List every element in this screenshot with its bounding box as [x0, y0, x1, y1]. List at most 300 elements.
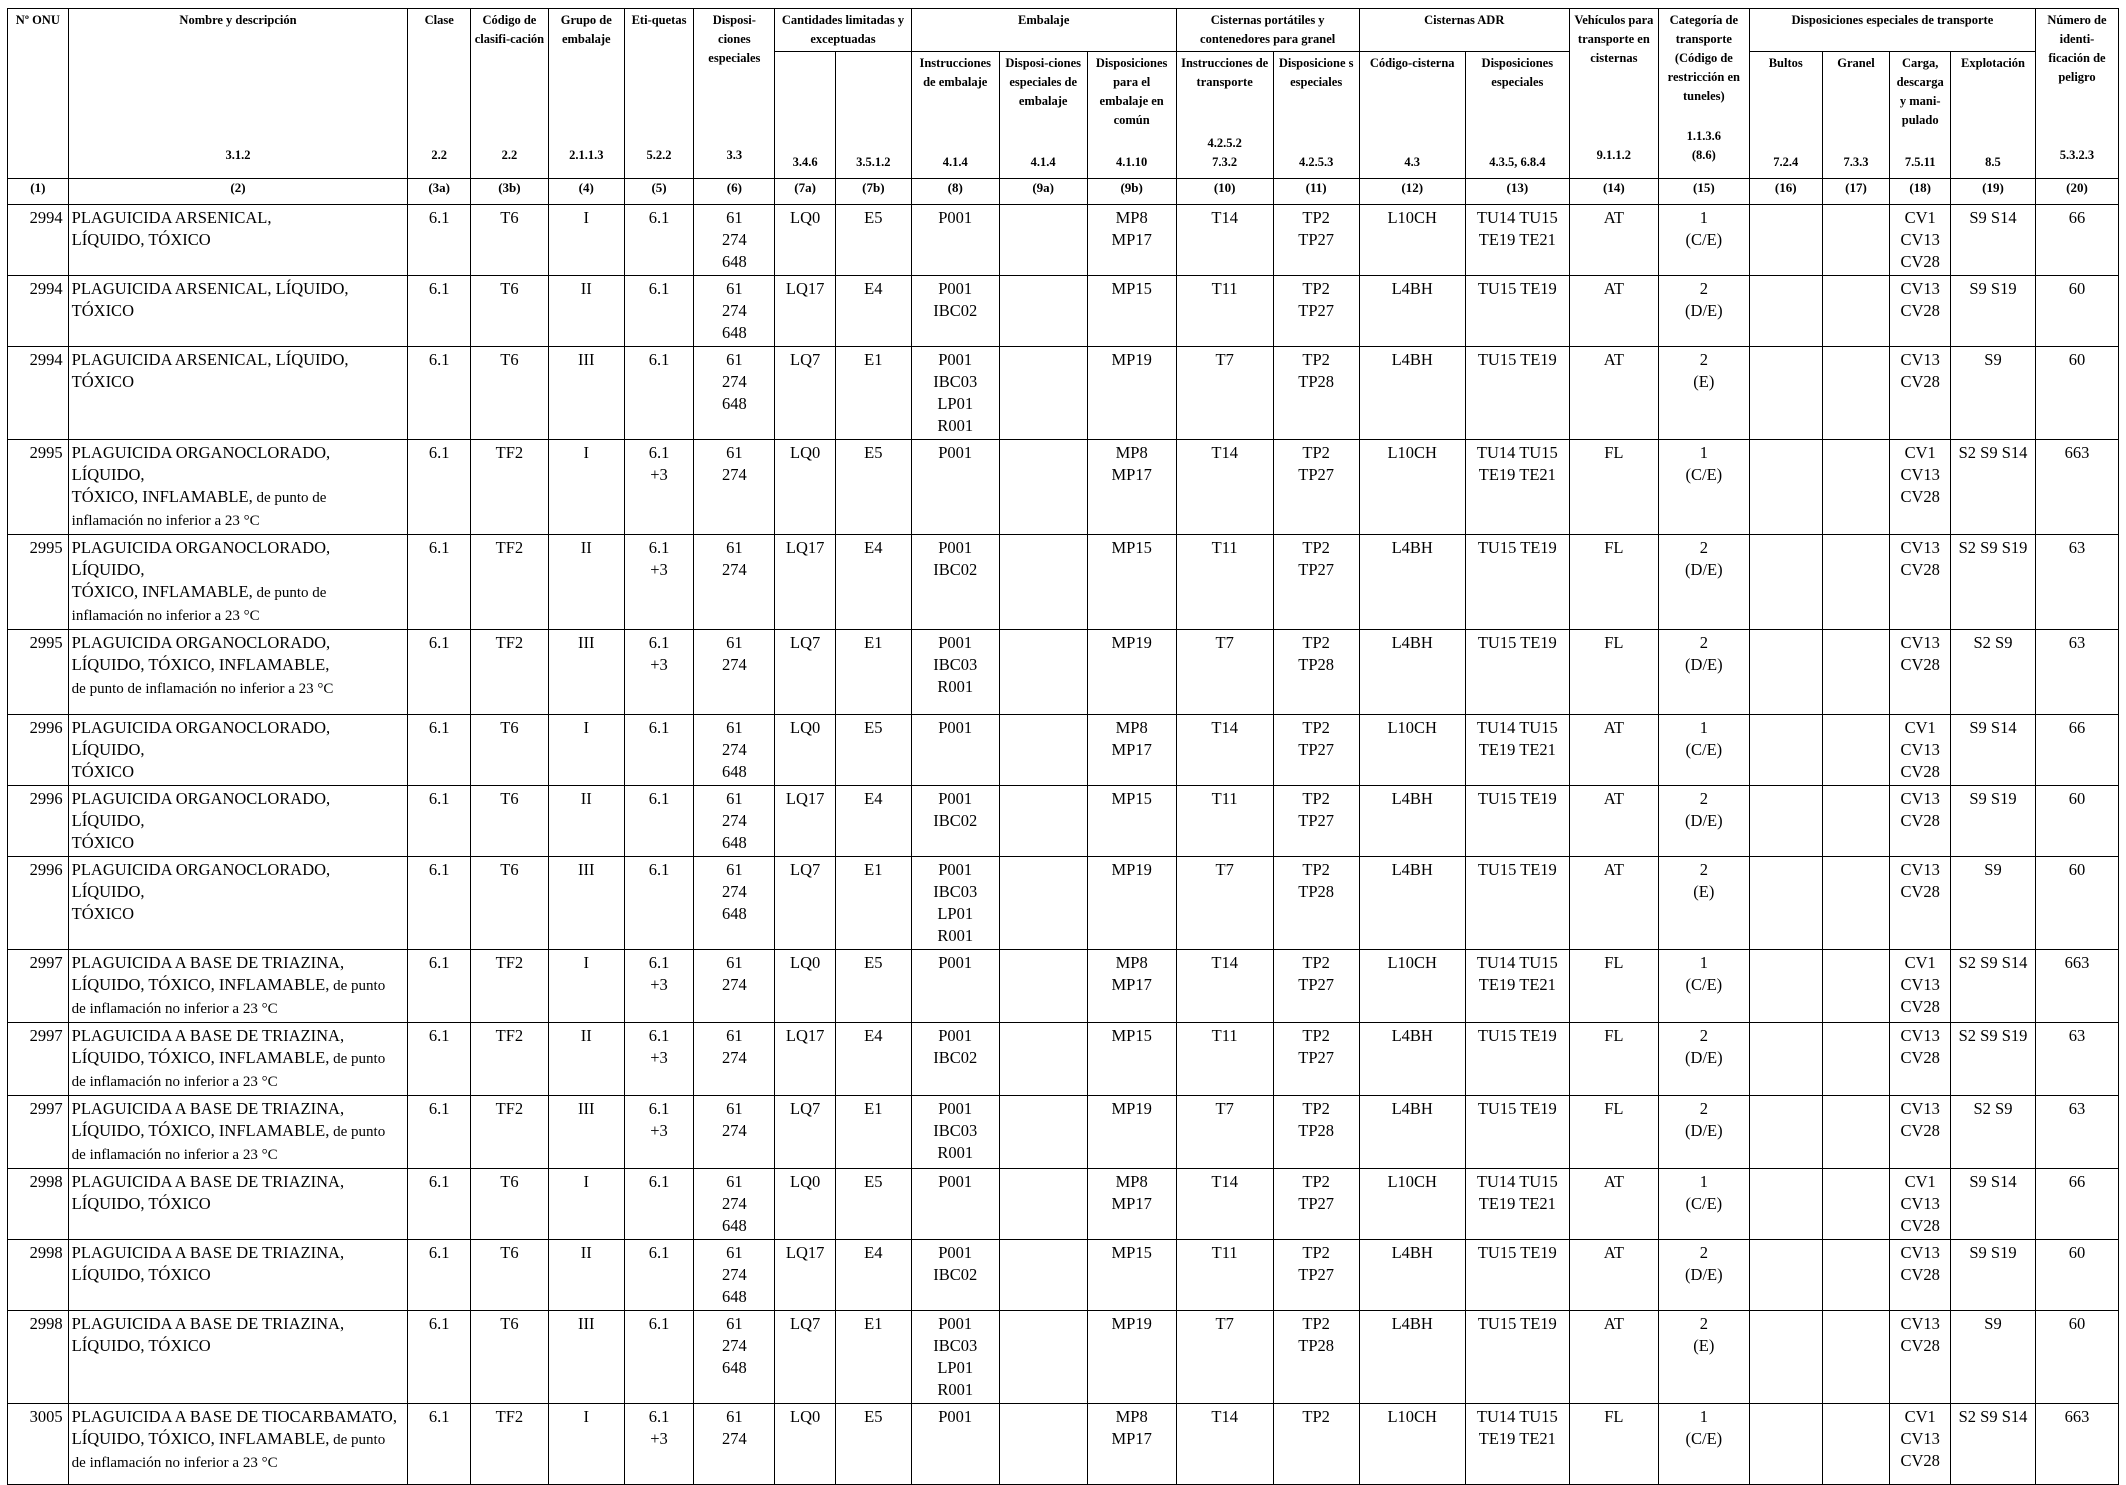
- cell-value: T6: [500, 208, 519, 227]
- cell-c9b: [1087, 1096, 1176, 1169]
- cell-c9a: [999, 1169, 1087, 1240]
- cell-value: 61 274: [721, 633, 747, 674]
- column-ref-cell: (19): [1951, 179, 2036, 205]
- cell-value: I: [583, 718, 589, 737]
- cell-value: CV1 CV13 CV28: [1900, 953, 1940, 1016]
- substance-description: de punto de inflamación no inferior a 23 °C: [71, 1432, 386, 1471]
- cell-c4: [548, 630, 624, 715]
- cell-value: CV13 CV28: [1900, 279, 1940, 320]
- cell-c9a: [999, 630, 1087, 715]
- table-row: [8, 786, 2119, 857]
- cell-c13: [1465, 857, 1569, 950]
- cell-c9b: [1087, 276, 1176, 347]
- cell-c16: [1749, 1240, 1822, 1311]
- cell-value: P001: [938, 1172, 973, 1191]
- cell-value: 6.1: [428, 1407, 450, 1426]
- column-ref-cell: (4): [548, 179, 624, 205]
- cell-c8: [911, 630, 999, 715]
- cell-value: L4BH: [1391, 1099, 1433, 1118]
- cell-value: LQ17: [785, 1243, 825, 1262]
- cell-c7b: [835, 786, 911, 857]
- cell-c7a: [775, 715, 836, 786]
- table-row: [8, 1169, 2119, 1240]
- cell-c15: [1658, 535, 1749, 630]
- header-ref-7b: 3.5.1.2: [835, 52, 911, 179]
- cell-c7a: [775, 440, 836, 535]
- cell-c11: [1273, 276, 1359, 347]
- cell-c5: [624, 630, 694, 715]
- cell-value: T11: [1211, 279, 1238, 298]
- cell-value: 2994: [29, 208, 63, 227]
- cell-c19: [1951, 630, 2036, 715]
- cell-c3b: [471, 1240, 549, 1311]
- cell-c1: [8, 786, 69, 857]
- cell-c20: [2035, 786, 2118, 857]
- cell-c4: [548, 440, 624, 535]
- header-group-portable-tanks: Cisternas portátiles y contenedores para granel: [1176, 9, 1359, 52]
- cell-c16: [1749, 630, 1822, 715]
- cell-value: 2996: [29, 789, 63, 808]
- cell-name-description: [68, 786, 408, 857]
- substance-name: PLAGUICIDA ORGANOCLORADO, LÍQUIDO, TÓXICO: [71, 789, 331, 852]
- cell-value: T6: [500, 860, 519, 879]
- cell-c18: [1890, 1311, 1951, 1404]
- dangerous-goods-table: [7, 8, 2119, 1485]
- column-ref-cell: (18): [1890, 179, 1951, 205]
- cell-c11: [1273, 857, 1359, 950]
- cell-c16: [1749, 715, 1822, 786]
- cell-value: P001 IBC02: [933, 1026, 978, 1067]
- cell-value: 2 (E): [1693, 860, 1715, 901]
- cell-value: 1 (C/E): [1685, 1172, 1723, 1213]
- cell-c5: [624, 715, 694, 786]
- cell-value: 6.1: [428, 1172, 450, 1191]
- cell-value: LQ17: [785, 279, 825, 298]
- cell-c11: [1273, 786, 1359, 857]
- cell-value: E4: [864, 1243, 883, 1262]
- cell-name-description: [68, 205, 408, 276]
- cell-c17: [1822, 950, 1890, 1023]
- cell-c20: [2035, 440, 2118, 535]
- cell-c12: [1359, 950, 1465, 1023]
- cell-c8: [911, 276, 999, 347]
- cell-value: LQ7: [789, 1099, 821, 1118]
- cell-value: LQ17: [785, 789, 825, 808]
- cell-c16: [1749, 1311, 1822, 1404]
- cell-c9b: [1087, 1169, 1176, 1240]
- column-ref-cell: (10): [1176, 179, 1273, 205]
- column-ref-cell: (17): [1822, 179, 1890, 205]
- cell-value: T6: [500, 1314, 519, 1333]
- cell-value: 6.1: [428, 538, 450, 557]
- cell-value: TP2 TP28: [1298, 860, 1335, 901]
- cell-value: P001 IBC03 R001: [933, 1099, 978, 1162]
- substance-description: de punto de inflamación no inferior a 23 °C: [71, 978, 386, 1017]
- cell-value: T6: [500, 1243, 519, 1262]
- cell-c13: [1465, 535, 1569, 630]
- cell-value: 60: [2068, 350, 2086, 369]
- cell-value: LQ7: [789, 860, 821, 879]
- cell-c4: [548, 786, 624, 857]
- cell-c7b: [835, 1169, 911, 1240]
- cell-value: TP2 TP27: [1298, 953, 1335, 994]
- cell-value: L4BH: [1391, 538, 1433, 557]
- cell-c13: [1465, 786, 1569, 857]
- cell-c8: [911, 1169, 999, 1240]
- cell-c14: [1569, 347, 1658, 440]
- cell-value: AT: [1603, 718, 1624, 737]
- cell-value: T6: [500, 1172, 519, 1191]
- cell-c12: [1359, 715, 1465, 786]
- cell-c15: [1658, 630, 1749, 715]
- cell-value: P001: [938, 208, 973, 227]
- cell-c14: [1569, 1311, 1658, 1404]
- cell-c7a: [775, 535, 836, 630]
- cell-c18: [1890, 1169, 1951, 1240]
- cell-value: L4BH: [1391, 1026, 1433, 1045]
- cell-c17: [1822, 715, 1890, 786]
- cell-value: CV13 CV28: [1900, 538, 1940, 579]
- table-row: [8, 1096, 2119, 1169]
- cell-value: CV1 CV13 CV28: [1900, 1172, 1940, 1235]
- header-packages: Bultos 7.2.4: [1749, 52, 1822, 179]
- cell-value: TF2: [495, 953, 524, 972]
- cell-value: III: [578, 1099, 595, 1118]
- header-classification-code: Código de clasifi-cación 2.2: [471, 9, 549, 179]
- cell-value: 6.1: [428, 279, 450, 298]
- cell-c6: [694, 786, 775, 857]
- cell-value: T7: [1215, 633, 1234, 652]
- cell-c10: [1176, 1096, 1273, 1169]
- cell-c17: [1822, 535, 1890, 630]
- cell-c6: [694, 1023, 775, 1096]
- cell-value: TU15 TE19: [1477, 350, 1557, 369]
- header-adr-tank-provisions: Disposiciones especiales 4.3.5, 6.8.4: [1465, 52, 1569, 179]
- column-ref-cell: (16): [1749, 179, 1822, 205]
- table-row: [8, 630, 2119, 715]
- cell-value: S2 S9 S14: [1958, 443, 2028, 462]
- cell-c7b: [835, 857, 911, 950]
- cell-c11: [1273, 1240, 1359, 1311]
- cell-c9a: [999, 1023, 1087, 1096]
- substance-description: de punto de inflamación no inferior a 23 °C: [71, 490, 327, 529]
- cell-c20: [2035, 1023, 2118, 1096]
- cell-value: T11: [1211, 1243, 1238, 1262]
- cell-c14: [1569, 1240, 1658, 1311]
- cell-c15: [1658, 715, 1749, 786]
- cell-c20: [2035, 950, 2118, 1023]
- cell-c13: [1465, 1311, 1569, 1404]
- cell-c7a: [775, 1096, 836, 1169]
- cell-c7a: [775, 950, 836, 1023]
- cell-value: E5: [864, 953, 883, 972]
- cell-value: 2994: [29, 279, 63, 298]
- cell-value: P001: [938, 443, 973, 462]
- cell-value: LQ7: [789, 1314, 821, 1333]
- cell-c7a: [775, 786, 836, 857]
- column-ref-cell: (2): [68, 179, 408, 205]
- cell-c16: [1749, 535, 1822, 630]
- table-row: [8, 1023, 2119, 1096]
- cell-value: E5: [864, 443, 883, 462]
- cell-c9b: [1087, 205, 1176, 276]
- table-row: [8, 1240, 2119, 1311]
- cell-c1: [8, 535, 69, 630]
- cell-value: III: [578, 633, 595, 652]
- cell-value: TU15 TE19: [1477, 1026, 1557, 1045]
- cell-value: AT: [1603, 1172, 1624, 1191]
- cell-name-description: [68, 1096, 408, 1169]
- cell-c13: [1465, 1169, 1569, 1240]
- cell-value: 1 (C/E): [1685, 953, 1723, 994]
- cell-c19: [1951, 535, 2036, 630]
- cell-c14: [1569, 1023, 1658, 1096]
- cell-c13: [1465, 347, 1569, 440]
- cell-name-description: [68, 950, 408, 1023]
- cell-c15: [1658, 1023, 1749, 1096]
- cell-c3a: [408, 715, 471, 786]
- header-tank-special-provisions: Disposicione s especiales 4.2.5.3: [1273, 52, 1359, 179]
- cell-c3b: [471, 1311, 549, 1404]
- cell-value: E1: [864, 1099, 883, 1118]
- header-group-adr-tanks: Cisternas ADR: [1359, 9, 1569, 52]
- cell-c11: [1273, 630, 1359, 715]
- cell-value: 1 (C/E): [1685, 208, 1723, 249]
- cell-c15: [1658, 786, 1749, 857]
- cell-c7b: [835, 205, 911, 276]
- cell-value: L4BH: [1391, 1314, 1433, 1333]
- cell-c12: [1359, 1404, 1465, 1485]
- cell-c9a: [999, 1404, 1087, 1485]
- cell-value: E5: [864, 1407, 883, 1426]
- cell-c15: [1658, 857, 1749, 950]
- cell-c15: [1658, 1169, 1749, 1240]
- cell-value: CV13 CV28: [1900, 1026, 1940, 1067]
- cell-c14: [1569, 1169, 1658, 1240]
- cell-c12: [1359, 857, 1465, 950]
- cell-value: 61 274 648: [721, 1243, 747, 1306]
- cell-value: 63: [2068, 538, 2086, 557]
- cell-value: 3005: [29, 1407, 63, 1426]
- cell-value: 2996: [29, 718, 63, 737]
- cell-value: TP2 TP28: [1298, 633, 1335, 674]
- cell-value: P001: [938, 718, 973, 737]
- cell-value: T14: [1211, 953, 1238, 972]
- cell-c1: [8, 276, 69, 347]
- cell-value: P001 IBC03 R001: [933, 633, 978, 696]
- cell-value: 2 (E): [1693, 1314, 1715, 1355]
- cell-c18: [1890, 440, 1951, 535]
- cell-c9a: [999, 535, 1087, 630]
- cell-c10: [1176, 1240, 1273, 1311]
- cell-c7b: [835, 535, 911, 630]
- cell-value: TU15 TE19: [1477, 1243, 1557, 1262]
- cell-c7a: [775, 1023, 836, 1096]
- cell-name-description: [68, 630, 408, 715]
- cell-value: 2 (D/E): [1685, 1099, 1723, 1140]
- cell-value: 6.1: [648, 350, 670, 369]
- cell-c3a: [408, 1311, 471, 1404]
- cell-c11: [1273, 1311, 1359, 1404]
- cell-value: T14: [1211, 1172, 1238, 1191]
- cell-c9b: [1087, 786, 1176, 857]
- header-hazard-id-number: Número de identi-ficación de peligro 5.3.2.3: [2035, 9, 2118, 179]
- cell-c8: [911, 1404, 999, 1485]
- cell-c20: [2035, 1311, 2118, 1404]
- cell-value: 2 (D/E): [1685, 1026, 1723, 1067]
- cell-value: 1 (C/E): [1685, 718, 1723, 759]
- column-ref-cell: (6): [694, 179, 775, 205]
- cell-value: 6.1: [428, 443, 450, 462]
- cell-value: P001: [938, 1407, 973, 1426]
- cell-c20: [2035, 276, 2118, 347]
- cell-c1: [8, 1404, 69, 1485]
- cell-c9b: [1087, 347, 1176, 440]
- header-labels: Eti-quetas 5.2.2: [624, 9, 694, 179]
- cell-value: 6.1: [428, 789, 450, 808]
- cell-c17: [1822, 347, 1890, 440]
- cell-c3b: [471, 440, 549, 535]
- cell-value: E1: [864, 350, 883, 369]
- cell-c7b: [835, 1404, 911, 1485]
- cell-value: L4BH: [1391, 789, 1433, 808]
- cell-value: II: [580, 1243, 592, 1262]
- cell-name-description: [68, 1169, 408, 1240]
- cell-value: MP19: [1111, 1099, 1152, 1118]
- cell-c14: [1569, 535, 1658, 630]
- cell-value: E4: [864, 279, 883, 298]
- cell-value: 2 (D/E): [1685, 279, 1723, 320]
- substance-name: PLAGUICIDA ARSENICAL, LÍQUIDO, TÓXICO: [71, 279, 349, 320]
- cell-value: 6.1: [648, 1243, 670, 1262]
- cell-c7a: [775, 1240, 836, 1311]
- cell-c10: [1176, 1404, 1273, 1485]
- cell-c7b: [835, 1240, 911, 1311]
- cell-value: P001 IBC03 LP01 R001: [933, 1314, 978, 1399]
- cell-c19: [1951, 1096, 2036, 1169]
- cell-c8: [911, 786, 999, 857]
- cell-c9b: [1087, 857, 1176, 950]
- cell-value: TP2 TP27: [1298, 538, 1335, 579]
- cell-c10: [1176, 857, 1273, 950]
- cell-value: 6.1 +3: [648, 538, 670, 579]
- cell-value: 2998: [29, 1172, 63, 1191]
- cell-c5: [624, 857, 694, 950]
- cell-c7b: [835, 715, 911, 786]
- cell-c11: [1273, 347, 1359, 440]
- cell-c3b: [471, 347, 549, 440]
- cell-c19: [1951, 1404, 2036, 1485]
- cell-value: LQ0: [789, 718, 821, 737]
- cell-value: CV1 CV13 CV28: [1900, 718, 1940, 781]
- table-row: [8, 440, 2119, 535]
- cell-value: L4BH: [1391, 279, 1433, 298]
- cell-c14: [1569, 950, 1658, 1023]
- cell-value: FL: [1604, 953, 1624, 972]
- cell-value: MP8 MP17: [1111, 1407, 1152, 1448]
- cell-value: T14: [1211, 443, 1238, 462]
- column-ref-cell: (14): [1569, 179, 1658, 205]
- cell-c10: [1176, 950, 1273, 1023]
- cell-c13: [1465, 1404, 1569, 1485]
- cell-value: CV13 CV28: [1900, 789, 1940, 830]
- cell-value: II: [580, 538, 592, 557]
- cell-value: 6.1: [648, 718, 670, 737]
- cell-c19: [1951, 715, 2036, 786]
- cell-value: T7: [1215, 1099, 1234, 1118]
- cell-c16: [1749, 1169, 1822, 1240]
- cell-c6: [694, 276, 775, 347]
- cell-c4: [548, 715, 624, 786]
- cell-c3b: [471, 857, 549, 950]
- cell-value: T11: [1211, 1026, 1238, 1045]
- cell-value: T6: [500, 718, 519, 737]
- cell-c13: [1465, 205, 1569, 276]
- cell-c9a: [999, 857, 1087, 950]
- substance-name: PLAGUICIDA ORGANOCLORADO, LÍQUIDO, TÓXICO: [71, 718, 331, 781]
- cell-c4: [548, 205, 624, 276]
- column-ref-cell: (11): [1273, 179, 1359, 205]
- cell-c12: [1359, 1096, 1465, 1169]
- cell-c16: [1749, 1404, 1822, 1485]
- cell-c9b: [1087, 1311, 1176, 1404]
- cell-c9b: [1087, 1404, 1176, 1485]
- cell-c1: [8, 715, 69, 786]
- cell-c7a: [775, 1169, 836, 1240]
- cell-c16: [1749, 857, 1822, 950]
- cell-value: 61 274: [721, 443, 747, 484]
- cell-c17: [1822, 630, 1890, 715]
- cell-value: I: [583, 1407, 589, 1426]
- cell-c10: [1176, 715, 1273, 786]
- cell-c1: [8, 1240, 69, 1311]
- cell-c5: [624, 786, 694, 857]
- cell-value: S2 S9 S19: [1958, 1026, 2028, 1045]
- cell-c3b: [471, 1404, 549, 1485]
- cell-c15: [1658, 1404, 1749, 1485]
- cell-c4: [548, 1404, 624, 1485]
- cell-value: MP15: [1111, 1243, 1152, 1262]
- header-group-packaging: Embalaje: [911, 9, 1176, 52]
- cell-c1: [8, 1311, 69, 1404]
- cell-c9a: [999, 1311, 1087, 1404]
- cell-c12: [1359, 786, 1465, 857]
- cell-value: TP2 TP27: [1298, 208, 1335, 249]
- cell-c11: [1273, 1404, 1359, 1485]
- cell-c18: [1890, 276, 1951, 347]
- cell-value: AT: [1603, 860, 1624, 879]
- cell-c5: [624, 1023, 694, 1096]
- cell-c6: [694, 347, 775, 440]
- cell-value: E5: [864, 718, 883, 737]
- cell-c7b: [835, 630, 911, 715]
- cell-c9b: [1087, 950, 1176, 1023]
- cell-c6: [694, 1311, 775, 1404]
- cell-value: 6.1: [648, 208, 670, 227]
- cell-c7a: [775, 1404, 836, 1485]
- cell-c12: [1359, 535, 1465, 630]
- cell-value: L4BH: [1391, 1243, 1433, 1262]
- cell-value: TP2 TP28: [1298, 1314, 1335, 1355]
- cell-c19: [1951, 950, 2036, 1023]
- cell-value: 66: [2068, 208, 2086, 227]
- cell-c7a: [775, 276, 836, 347]
- cell-value: 63: [2068, 633, 2086, 652]
- cell-value: 61 274: [721, 953, 747, 994]
- cell-c4: [548, 535, 624, 630]
- cell-value: LQ0: [789, 208, 821, 227]
- cell-value: 6.1 +3: [648, 443, 670, 484]
